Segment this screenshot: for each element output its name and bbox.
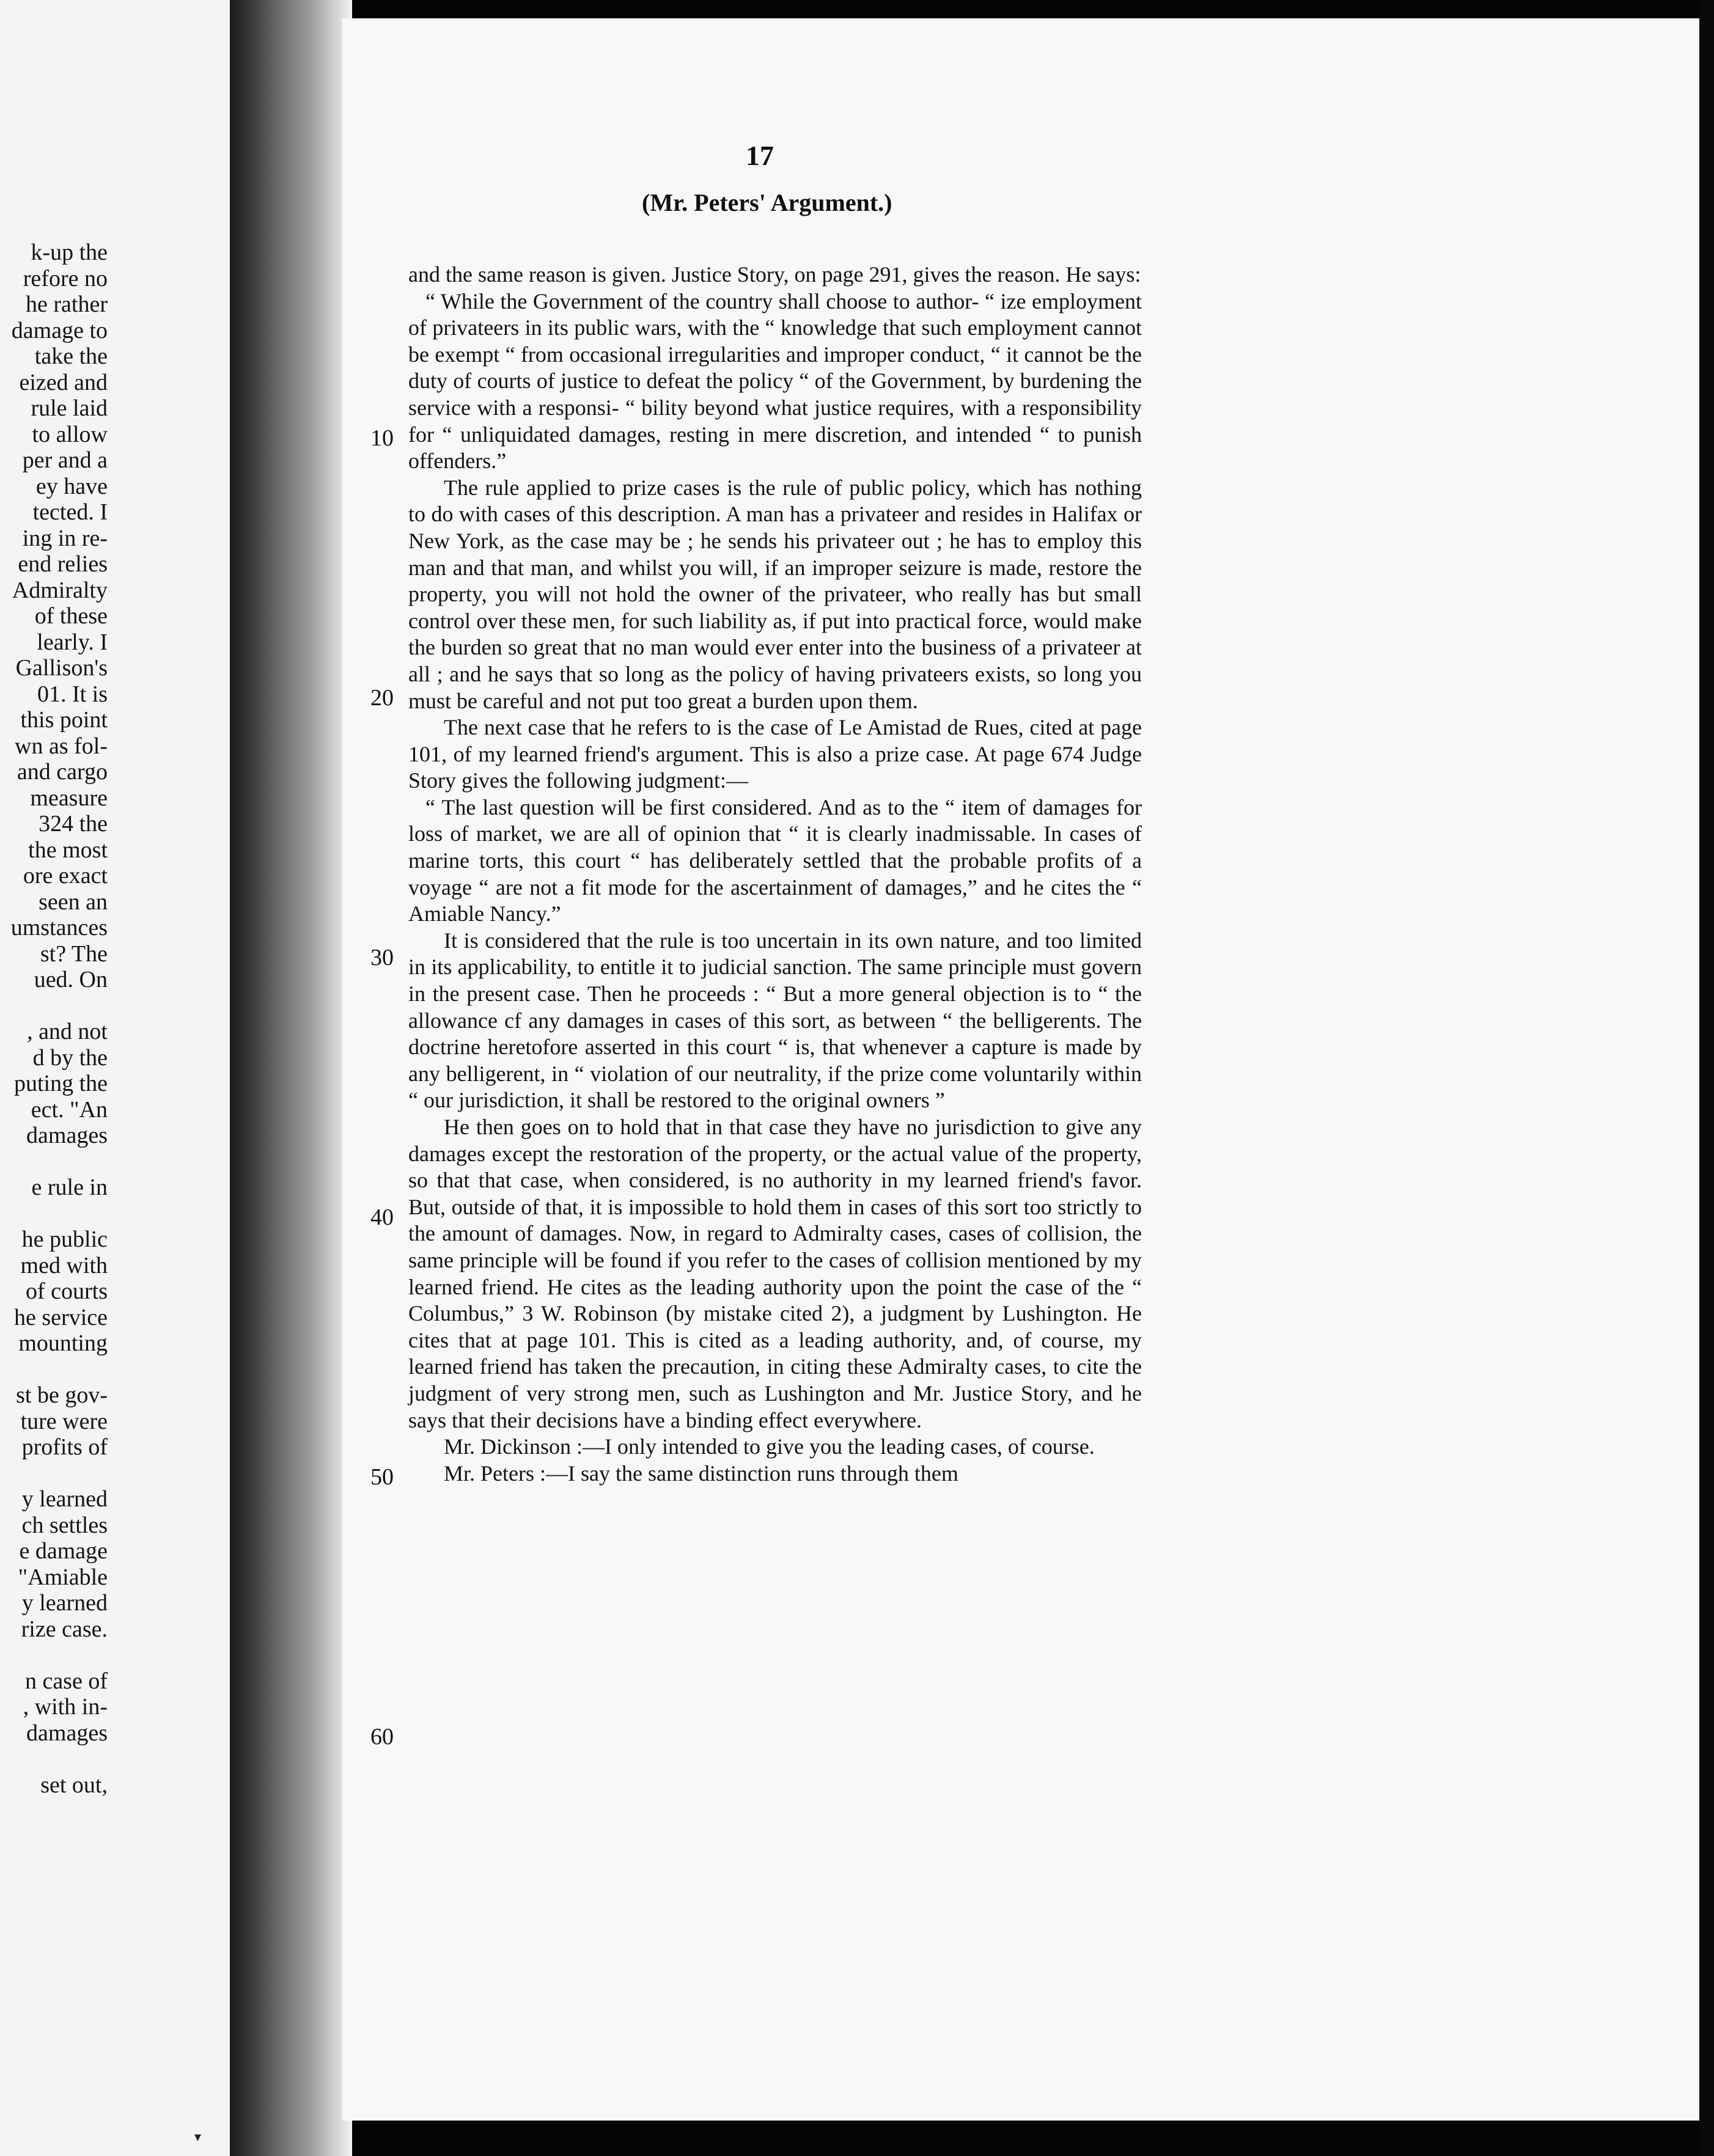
left-page-line: set out,: [40, 1772, 108, 1798]
left-page-line: y learned: [21, 1486, 108, 1512]
left-page-line: he rather: [26, 292, 108, 317]
scan-edge: [1699, 0, 1714, 2156]
paragraph: It is considered that the rule is too uncertain in its own nature, and too limited in its applicability, to entitle it to judicial sanction. The same principle must govern in the present case. Then he proceeds : “ But a more general objection is to “ the allowance cf any damages in cases of this sort, as between “ the belligerents. The doctrine heretofore asserted in this court “ is, that whenever a capture is made by any belligerent, in “ violation of our neutrality, if the prize come voluntarily within “ our jurisdiction, it shall be restored to the original owners ”: [408, 928, 1142, 1113]
left-page-line: "Amiable: [18, 1564, 108, 1590]
left-page-line: profits of: [21, 1434, 108, 1460]
left-page-line: , with in-: [23, 1694, 108, 1720]
left-page-line: ture were: [20, 1408, 108, 1434]
left-facing-page: [0, 0, 230, 2156]
paragraph: He then goes on to hold that in that case they have no jurisdiction to give any damages except the restoration of the property, or the actual value of the property, so that that case, when considered, is no authority in my learned friend's favor. But, outside of that, it is impossible to hold them in cases of this sort too strictly to the amount of damages. Now, in regard to Admiralty cases, cases of collision, the same principle will be found if you refer to the cases of collision mentioned by my learned friend. He cites as the leading authority upon the point the case of the “ Columbus,” 3 W. Robinson (by mistake cited 2), a judgment by Lushington. He cites that at page 101. This is cited as a leading authority, and, of course, my learned friend has taken the precaution, in citing these Admiralty cases, to cite the judgment of very strong men, such as Lushington and Mr. Justice Story, and he says that their decisions have a binding effect everywhere.: [408, 1115, 1142, 1432]
left-page-line: per and a: [22, 447, 108, 473]
left-page-line: [0, 1201, 108, 1227]
left-page-line: he public: [21, 1226, 108, 1252]
left-page-line: take the: [34, 343, 108, 369]
page-number: 17: [746, 140, 774, 171]
left-page-line: ing in re-: [22, 525, 108, 551]
left-page-line: ore exact: [23, 863, 108, 889]
left-page-line: eized and: [19, 369, 108, 395]
paragraph: The rule applied to prize cases is the rule of public policy, which has nothing to do with cases of this description. A man has a privateer and resides in Halifax or New York, as the case may be ; he sends his privateer out ; he has to employ this man and that man, and whilst you will, if an improper seizure is made, restore the property, you will not hold the owner of the privateer, who really has but small control over these men, for such liability as, if put into practical force, would make the burden so great that no man would ever enter into the business of a privateer at all ; and he says that so long as the policy of having privateers exists, so long you must be careful and not put too great a burden upon them.: [408, 475, 1142, 713]
left-page-line: [0, 1461, 108, 1487]
running-head: (Mr. Peters' Argument.): [642, 189, 892, 216]
left-page-line: ued. On: [34, 967, 108, 992]
left-page-line: end relies: [18, 551, 108, 577]
left-page-line: e rule in: [31, 1175, 108, 1200]
paragraph: Mr. Dickinson :—I only intended to give you the leading cases, of course.: [444, 1434, 1095, 1459]
left-page-line: measure: [30, 785, 108, 811]
left-page-line: damages: [26, 1123, 108, 1148]
left-page-line: 01. It is: [37, 681, 108, 707]
left-page-line: Admiralty: [12, 577, 108, 603]
left-page-line: [0, 1149, 108, 1175]
left-page-line: damage to: [11, 317, 108, 343]
left-page-line: refore no: [23, 265, 108, 292]
left-page-line: to allow: [32, 421, 108, 447]
left-page-line: 324 the: [39, 811, 108, 837]
line-number: 40: [370, 1204, 394, 1230]
book-gutter-shadow: [230, 0, 352, 2156]
left-page-line: k-up the: [31, 240, 108, 265]
line-number: 50: [370, 1464, 394, 1490]
left-page-line: damages: [26, 1720, 108, 1746]
left-page-line: mounting: [18, 1330, 108, 1356]
left-page-line: [0, 1746, 108, 1772]
left-page-line: wn as fol-: [15, 733, 108, 759]
left-page-line: [0, 1357, 108, 1383]
left-page-line: rule laid: [31, 395, 108, 421]
left-page-line: seen an: [39, 889, 108, 915]
left-page-line: he service: [14, 1304, 108, 1330]
left-page-line: med with: [20, 1252, 108, 1278]
left-page-line: , and not: [27, 1019, 108, 1044]
paragraph: “ The last question will be first considered. And as to the “ item of damages for loss of market, we are all of opinion that “ it is clearly inadmissable. In cases of marine torts, this court “ has deliberately settled that the probable profits of a voyage “ are not a fit mode for the ascertainment of damages,” and he cites the “ Amiable Nancy.”: [408, 794, 1142, 926]
left-page-line: e damage: [19, 1538, 108, 1564]
left-page-line: puting the: [13, 1071, 108, 1096]
left-page-line: this point: [20, 707, 108, 733]
paragraph: and the same reason is given. Justice Story, on page 291, gives the reason. He says:: [408, 262, 1141, 287]
left-page-line: [0, 1642, 108, 1668]
left-page-line: d by the: [32, 1044, 108, 1071]
left-page-line: and cargo: [17, 759, 108, 785]
paragraph: “ While the Government of the country shall choose to author- “ ize employment of privateers in its public wars, with the “ knowledge that such employment cannot be exempt “ from occasional irregularities and improper conduct, “ it cannot be the duty of courts of justice to defeat the policy “ of the Government, by burdening the service with a responsi- “ bility beyond what justice requires, with a responsibility for “ unliquidated damages, resting in mere discretion, and intended “ to punish offenders.”: [408, 288, 1142, 474]
left-page-line: tected. I: [32, 499, 108, 525]
left-page-line: n case of: [24, 1668, 108, 1694]
left-page-line: y learned: [21, 1590, 108, 1616]
left-page-text-fragments: [0, 240, 230, 1798]
line-number: 60: [370, 1724, 394, 1750]
body-text: [408, 262, 1142, 1487]
left-page-line: the most: [28, 837, 108, 863]
line-number: 20: [370, 685, 394, 711]
left-page-line: rize case.: [21, 1616, 108, 1642]
line-number: 10: [370, 425, 394, 451]
left-page-line: ect. "An: [31, 1096, 108, 1123]
left-page-line: umstances: [10, 915, 108, 941]
left-page-line: Gallison's: [15, 655, 108, 681]
bottom-speck: ▾: [194, 2130, 202, 2145]
line-number: 30: [370, 945, 394, 970]
left-page-line: [0, 993, 108, 1019]
paragraph: Mr. Peters :—I say the same distinction runs through them: [444, 1461, 958, 1486]
left-page-line: ch settles: [21, 1512, 108, 1538]
left-page-line: of courts: [25, 1278, 108, 1304]
left-page-line: st be gov-: [16, 1382, 108, 1408]
left-page-line: learly. I: [37, 629, 108, 655]
paragraph: The next case that he refers to is the case of Le Amistad de Rues, cited at page 101, of my learned friend's argument. This is also a prize case. At page 674 Judge Story gives the following judgment:—: [408, 715, 1142, 793]
left-page-line: of these: [34, 603, 108, 629]
left-page-line: st? The: [40, 941, 108, 967]
left-page-line: ey have: [35, 473, 108, 499]
